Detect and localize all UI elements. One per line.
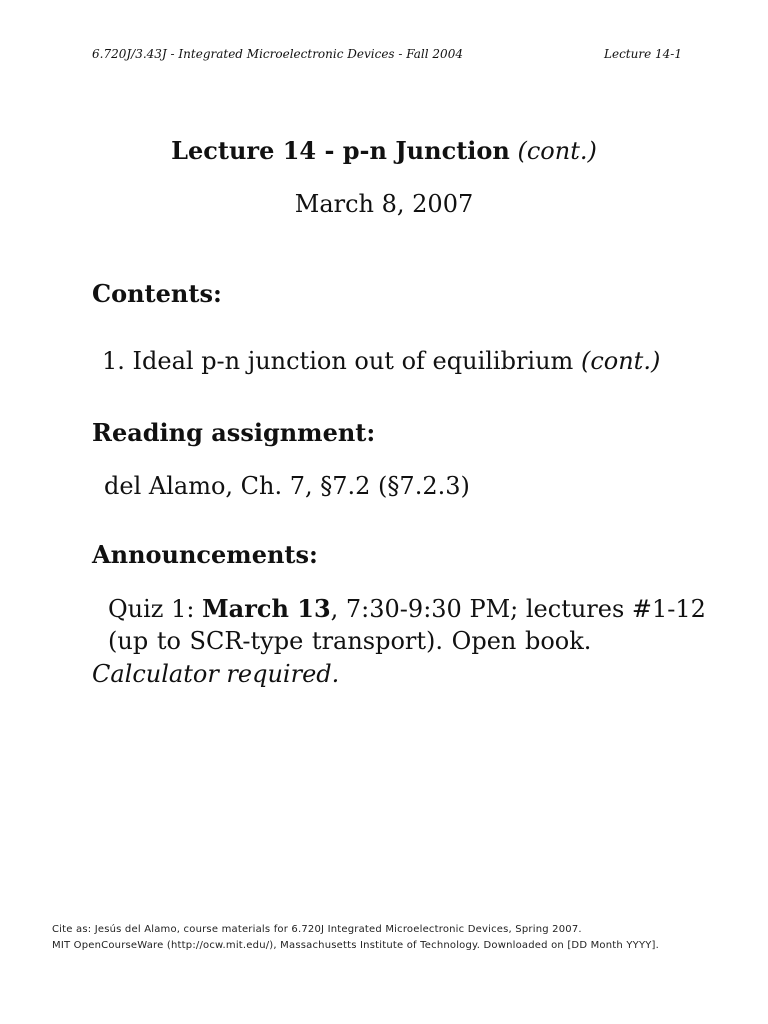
header-course: 6.720J/3.43J - Integrated Microelectronic Devices - Fall 2004 <box>92 47 463 61</box>
header-page-number: Lecture 14-1 <box>604 47 682 61</box>
quiz-date: March 13 <box>202 594 331 623</box>
lecture-date: March 8, 2007 <box>294 190 474 218</box>
contents-item-text: 1. Ideal p-n junction out of equilibrium <box>102 347 574 375</box>
announcement-line-3: Calculator required. <box>92 660 340 688</box>
title-main: Lecture 14 - p-n Junction <box>171 136 510 165</box>
announcements-heading: Announcements: <box>92 540 318 569</box>
announcement-line-1 <box>108 594 706 623</box>
contents-heading: Contents: <box>92 279 222 308</box>
contents-item <box>102 347 660 375</box>
contents-item-suffix: (cont.) <box>580 347 661 375</box>
citation-line-1: Cite as: Jesús del Alamo, course materials for 6.720J Integrated Microelectronic Devices, Spring 2007. <box>52 924 582 935</box>
reading-heading: Reading assignment: <box>92 418 376 447</box>
quiz-details: , 7:30-9:30 PM; lectures #1-12 <box>330 595 706 623</box>
reading-text: del Alamo, Ch. 7, §7.2 (§7.2.3) <box>104 472 470 500</box>
announcement-line-2: (up to SCR-type transport). Open book. <box>108 627 592 655</box>
quiz-label: Quiz 1: <box>108 595 203 623</box>
title-suffix: (cont.) <box>517 137 597 165</box>
page-title <box>0 136 768 165</box>
citation-line-2: MIT OpenCourseWare (http://ocw.mit.edu/), Massachusetts Institute of Technology. Downloaded on [DD Month YYYY]. <box>52 940 660 951</box>
